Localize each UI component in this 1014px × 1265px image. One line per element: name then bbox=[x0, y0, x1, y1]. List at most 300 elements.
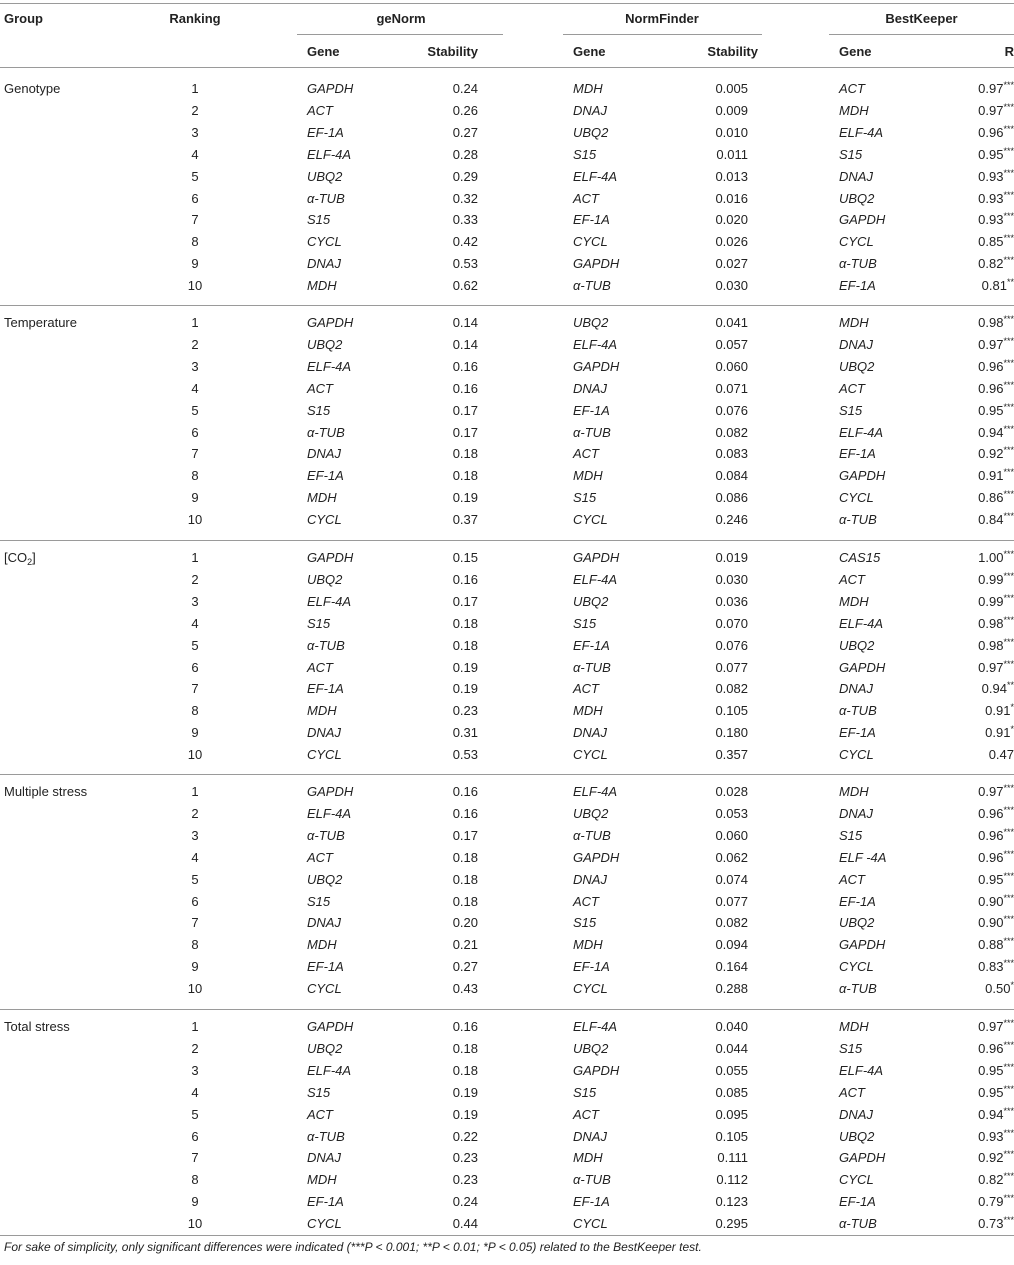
significance-mark: *** bbox=[1003, 615, 1014, 625]
normfinder-stability: 0.074 bbox=[715, 872, 748, 887]
normfinder-stability: 0.082 bbox=[715, 915, 748, 930]
bestkeeper-gene: S15 bbox=[839, 828, 863, 843]
genorm-gene: UBQ2 bbox=[307, 1041, 343, 1056]
bestkeeper-gene: ELF-4A bbox=[839, 425, 884, 440]
table-top-rule bbox=[0, 3, 1014, 4]
genorm-stability: 0.17 bbox=[452, 828, 478, 843]
normfinder-stability: 0.111 bbox=[717, 1150, 748, 1165]
bestkeeper-gene: GAPDH bbox=[839, 212, 886, 227]
rank-cell: 8 bbox=[191, 937, 199, 952]
bestkeeper-gene: CYCL bbox=[839, 490, 874, 505]
bestkeeper-r: 0.88*** bbox=[978, 936, 1014, 952]
rank-cell: 9 bbox=[191, 959, 199, 974]
genorm-stability: 0.14 bbox=[452, 315, 478, 330]
genorm-gene: DNAJ bbox=[307, 915, 341, 930]
genorm-stability: 0.33 bbox=[452, 212, 478, 227]
group-label: Genotype bbox=[4, 81, 61, 96]
rank-cell: 1 bbox=[191, 784, 199, 799]
genorm-gene: GAPDH bbox=[307, 1019, 354, 1034]
significance-mark: *** bbox=[1003, 549, 1014, 559]
bestkeeper-r: 0.97*** bbox=[978, 783, 1014, 799]
bestkeeper-r: 0.97*** bbox=[978, 336, 1014, 352]
normfinder-stability: 0.060 bbox=[715, 359, 748, 374]
bestkeeper-r: 0.47 bbox=[988, 747, 1014, 762]
bestkeeper-gene: DNAJ bbox=[839, 337, 873, 352]
normfinder-stability: 0.028 bbox=[715, 784, 748, 799]
normfinder-gene: S15 bbox=[573, 915, 597, 930]
normfinder-stability: 0.070 bbox=[715, 616, 748, 631]
genorm-stability: 0.21 bbox=[452, 937, 478, 952]
bestkeeper-gene: EF-1A bbox=[839, 1194, 876, 1209]
bestkeeper-r: 0.93*** bbox=[978, 1128, 1014, 1144]
normfinder-gene: GAPDH bbox=[573, 1063, 620, 1078]
genorm-stability: 0.23 bbox=[452, 1172, 478, 1187]
genorm-stability: 0.19 bbox=[452, 660, 478, 675]
bestkeeper-gene: α-TUB bbox=[839, 256, 877, 271]
genorm-stability: 0.16 bbox=[452, 381, 478, 396]
normfinder-gene: ACT bbox=[573, 681, 599, 696]
normfinder-gene: EF-1A bbox=[573, 638, 610, 653]
genorm-gene: S15 bbox=[307, 616, 331, 631]
genorm-stability: 0.16 bbox=[452, 1019, 478, 1034]
normfinder-stability: 0.005 bbox=[715, 81, 748, 96]
significance-mark: *** bbox=[1003, 827, 1014, 837]
normfinder-gene: MDH bbox=[573, 81, 603, 96]
genorm-gene: MDH bbox=[307, 703, 337, 718]
bestkeeper-gene: S15 bbox=[839, 1041, 863, 1056]
genorm-gene: α-TUB bbox=[307, 828, 345, 843]
significance-mark: *** bbox=[1003, 424, 1014, 434]
header-genorm: geNorm bbox=[376, 11, 426, 26]
bestkeeper-gene: UBQ2 bbox=[839, 915, 875, 930]
bestkeeper-r: 0.73*** bbox=[978, 1215, 1014, 1231]
normfinder-gene: ELF-4A bbox=[573, 784, 618, 799]
bestkeeper-gene: UBQ2 bbox=[839, 191, 875, 206]
rank-cell: 9 bbox=[191, 490, 199, 505]
rank-cell: 9 bbox=[191, 256, 199, 271]
genorm-gene: ACT bbox=[307, 103, 333, 118]
group-label: Temperature bbox=[4, 315, 77, 330]
genorm-gene: ELF-4A bbox=[307, 147, 352, 162]
bestkeeper-gene: CYCL bbox=[839, 234, 874, 249]
bestkeeper-r: 0.94** bbox=[981, 680, 1014, 696]
subheader-gene: Gene bbox=[839, 44, 872, 59]
genorm-stability: 0.16 bbox=[452, 784, 478, 799]
group-label: Multiple stress bbox=[4, 784, 88, 799]
normfinder-stability: 0.019 bbox=[715, 550, 748, 565]
significance-mark: *** bbox=[1003, 1171, 1014, 1181]
rank-cell: 10 bbox=[187, 512, 203, 527]
bestkeeper-gene: ACT bbox=[839, 872, 865, 887]
normfinder-gene: CYCL bbox=[573, 234, 608, 249]
bestkeeper-r: 0.92*** bbox=[978, 445, 1014, 461]
bestkeeper-r: 0.90*** bbox=[978, 893, 1014, 909]
bestkeeper-gene: S15 bbox=[839, 147, 863, 162]
significance-mark: *** bbox=[1003, 871, 1014, 881]
normfinder-gene: UBQ2 bbox=[573, 315, 609, 330]
genorm-stability: 0.18 bbox=[452, 616, 478, 631]
rank-cell: 8 bbox=[191, 703, 199, 718]
normfinder-stability: 0.082 bbox=[715, 425, 748, 440]
bestkeeper-r: 0.93*** bbox=[978, 211, 1014, 227]
genorm-stability: 0.19 bbox=[452, 1085, 478, 1100]
genorm-gene: α-TUB bbox=[307, 191, 345, 206]
normfinder-gene: GAPDH bbox=[573, 850, 620, 865]
bestkeeper-gene: UBQ2 bbox=[839, 1129, 875, 1144]
rank-cell: 10 bbox=[187, 981, 203, 996]
section-rule bbox=[0, 305, 1014, 306]
rank-cell: 2 bbox=[191, 572, 199, 587]
bestkeeper-r: 0.96*** bbox=[978, 380, 1014, 396]
bestkeeper-gene: S15 bbox=[839, 403, 863, 418]
bestkeeper-r: 0.95*** bbox=[978, 1062, 1014, 1078]
rank-cell: 7 bbox=[191, 446, 199, 461]
significance-mark: *** bbox=[1003, 445, 1014, 455]
significance-mark: *** bbox=[1003, 358, 1014, 368]
genorm-stability: 0.18 bbox=[452, 872, 478, 887]
normfinder-gene: ELF-4A bbox=[573, 169, 618, 184]
rank-cell: 10 bbox=[187, 278, 203, 293]
bestkeeper-r: 0.83*** bbox=[978, 958, 1014, 974]
genorm-gene: CYCL bbox=[307, 981, 342, 996]
genorm-gene: S15 bbox=[307, 1085, 331, 1100]
significance-mark: * bbox=[1010, 724, 1014, 734]
genorm-gene: DNAJ bbox=[307, 1150, 341, 1165]
normfinder-gene: UBQ2 bbox=[573, 125, 609, 140]
significance-mark: *** bbox=[1003, 1084, 1014, 1094]
rank-cell: 3 bbox=[191, 828, 199, 843]
genorm-stability: 0.15 bbox=[452, 550, 478, 565]
bestkeeper-r: 0.98*** bbox=[978, 314, 1014, 330]
normfinder-stability: 0.041 bbox=[715, 315, 748, 330]
significance-mark: *** bbox=[1003, 80, 1014, 90]
significance-mark: *** bbox=[1003, 336, 1014, 346]
bestkeeper-gene: GAPDH bbox=[839, 468, 886, 483]
genorm-gene: α-TUB bbox=[307, 638, 345, 653]
significance-mark: *** bbox=[1003, 102, 1014, 112]
significance-mark: *** bbox=[1003, 1193, 1014, 1203]
genorm-stability: 0.16 bbox=[452, 806, 478, 821]
bestkeeper-gene: CYCL bbox=[839, 959, 874, 974]
genorm-gene: DNAJ bbox=[307, 446, 341, 461]
bestkeeper-gene: α-TUB bbox=[839, 1216, 877, 1231]
normfinder-stability: 0.010 bbox=[715, 125, 748, 140]
bestkeeper-r: 0.81** bbox=[981, 277, 1014, 293]
normfinder-gene: ACT bbox=[573, 1107, 599, 1122]
normfinder-stability: 0.009 bbox=[715, 103, 748, 118]
rank-cell: 9 bbox=[191, 1194, 199, 1209]
normfinder-stability: 0.112 bbox=[716, 1172, 748, 1187]
genorm-stability: 0.22 bbox=[452, 1129, 478, 1144]
rank-cell: 2 bbox=[191, 337, 199, 352]
subheader-stability: Stability bbox=[707, 44, 758, 59]
rank-cell: 5 bbox=[191, 638, 199, 653]
normfinder-stability: 0.105 bbox=[715, 703, 748, 718]
bestkeeper-r: 0.97*** bbox=[978, 659, 1014, 675]
genorm-stability: 0.23 bbox=[452, 703, 478, 718]
genorm-stability: 0.27 bbox=[452, 959, 478, 974]
genorm-stability: 0.26 bbox=[452, 103, 478, 118]
normfinder-stability: 0.055 bbox=[715, 1063, 748, 1078]
genorm-stability: 0.44 bbox=[452, 1216, 478, 1231]
genorm-stability: 0.28 bbox=[452, 147, 478, 162]
rank-cell: 2 bbox=[191, 1041, 199, 1056]
rank-cell: 3 bbox=[191, 125, 199, 140]
significance-mark: *** bbox=[1003, 637, 1014, 647]
bestkeeper-r: 0.99*** bbox=[978, 571, 1014, 587]
normfinder-stability: 0.246 bbox=[715, 512, 748, 527]
normfinder-stability: 0.030 bbox=[715, 278, 748, 293]
genorm-gene: EF-1A bbox=[307, 959, 344, 974]
rank-cell: 5 bbox=[191, 872, 199, 887]
rank-cell: 8 bbox=[191, 1172, 199, 1187]
bestkeeper-r: 0.50* bbox=[985, 980, 1014, 996]
normfinder-rule bbox=[563, 34, 762, 35]
normfinder-stability: 0.040 bbox=[715, 1019, 748, 1034]
normfinder-stability: 0.123 bbox=[715, 1194, 748, 1209]
rank-cell: 10 bbox=[187, 747, 203, 762]
genorm-gene: UBQ2 bbox=[307, 872, 343, 887]
rank-cell: 4 bbox=[191, 850, 199, 865]
normfinder-stability: 0.013 bbox=[715, 169, 748, 184]
normfinder-stability: 0.084 bbox=[715, 468, 748, 483]
normfinder-gene: ACT bbox=[573, 894, 599, 909]
normfinder-stability: 0.086 bbox=[715, 490, 748, 505]
normfinder-gene: CYCL bbox=[573, 981, 608, 996]
rank-cell: 3 bbox=[191, 1063, 199, 1078]
normfinder-stability: 0.044 bbox=[715, 1041, 748, 1056]
significance-mark: *** bbox=[1003, 893, 1014, 903]
rank-cell: 8 bbox=[191, 234, 199, 249]
genorm-gene: ELF-4A bbox=[307, 806, 352, 821]
genorm-gene: EF-1A bbox=[307, 1194, 344, 1209]
genorm-gene: ELF-4A bbox=[307, 594, 352, 609]
rank-cell: 1 bbox=[191, 1019, 199, 1034]
header-bestkeeper: BestKeeper bbox=[885, 11, 958, 26]
genorm-stability: 0.19 bbox=[452, 1107, 478, 1122]
genorm-stability: 0.17 bbox=[452, 403, 478, 418]
significance-mark: ** bbox=[1006, 277, 1014, 287]
genorm-gene: EF-1A bbox=[307, 681, 344, 696]
genorm-stability: 0.16 bbox=[452, 572, 478, 587]
genorm-gene: ELF-4A bbox=[307, 359, 352, 374]
normfinder-gene: DNAJ bbox=[573, 725, 607, 740]
rank-cell: 7 bbox=[191, 1150, 199, 1165]
bestkeeper-gene: ELF-4A bbox=[839, 1063, 884, 1078]
bestkeeper-r: 0.96*** bbox=[978, 805, 1014, 821]
significance-mark: *** bbox=[1003, 211, 1014, 221]
genorm-stability: 0.43 bbox=[452, 981, 478, 996]
normfinder-gene: GAPDH bbox=[573, 256, 620, 271]
bestkeeper-gene: EF-1A bbox=[839, 894, 876, 909]
normfinder-stability: 0.295 bbox=[715, 1216, 748, 1231]
bestkeeper-gene: ACT bbox=[839, 572, 865, 587]
rank-cell: 4 bbox=[191, 381, 199, 396]
rank-cell: 3 bbox=[191, 594, 199, 609]
bestkeeper-gene: MDH bbox=[839, 103, 869, 118]
normfinder-gene: S15 bbox=[573, 147, 597, 162]
bestkeeper-r: 0.93*** bbox=[978, 190, 1014, 206]
significance-mark: *** bbox=[1003, 124, 1014, 134]
section-rule bbox=[0, 774, 1014, 775]
table-bottom-rule bbox=[0, 1235, 1014, 1236]
genorm-gene: MDH bbox=[307, 1172, 337, 1187]
rank-cell: 4 bbox=[191, 1085, 199, 1100]
genorm-stability: 0.23 bbox=[452, 1150, 478, 1165]
bestkeeper-gene: DNAJ bbox=[839, 806, 873, 821]
subheader-gene: Gene bbox=[573, 44, 606, 59]
normfinder-stability: 0.026 bbox=[715, 234, 748, 249]
normfinder-gene: S15 bbox=[573, 490, 597, 505]
genorm-gene: S15 bbox=[307, 403, 331, 418]
bestkeeper-r: 0.97*** bbox=[978, 1018, 1014, 1034]
significance-mark: *** bbox=[1003, 314, 1014, 324]
normfinder-stability: 0.030 bbox=[715, 572, 748, 587]
genorm-gene: DNAJ bbox=[307, 256, 341, 271]
genorm-stability: 0.24 bbox=[452, 81, 478, 96]
genorm-gene: ACT bbox=[307, 660, 333, 675]
normfinder-gene: DNAJ bbox=[573, 103, 607, 118]
bestkeeper-gene: MDH bbox=[839, 594, 869, 609]
normfinder-gene: ACT bbox=[573, 446, 599, 461]
subheader-gene: Gene bbox=[307, 44, 340, 59]
bestkeeper-r: 0.96*** bbox=[978, 827, 1014, 843]
bestkeeper-gene: MDH bbox=[839, 1019, 869, 1034]
bestkeeper-r: 0.86*** bbox=[978, 489, 1014, 505]
genorm-gene: α-TUB bbox=[307, 1129, 345, 1144]
bestkeeper-r: 0.97*** bbox=[978, 102, 1014, 118]
bestkeeper-r: 0.95*** bbox=[978, 871, 1014, 887]
significance-mark: *** bbox=[1003, 593, 1014, 603]
rank-cell: 7 bbox=[191, 212, 199, 227]
significance-mark: *** bbox=[1003, 1018, 1014, 1028]
section-rule bbox=[0, 540, 1014, 541]
genorm-stability: 0.17 bbox=[452, 425, 478, 440]
subheader-stability: Stability bbox=[427, 44, 478, 59]
normfinder-gene: EF-1A bbox=[573, 1194, 610, 1209]
bestkeeper-r: 0.96*** bbox=[978, 358, 1014, 374]
genorm-gene: ACT bbox=[307, 850, 333, 865]
genorm-gene: CYCL bbox=[307, 234, 342, 249]
rank-cell: 2 bbox=[191, 806, 199, 821]
rank-cell: 1 bbox=[191, 550, 199, 565]
normfinder-stability: 0.053 bbox=[715, 806, 748, 821]
rank-cell: 5 bbox=[191, 169, 199, 184]
genorm-gene: UBQ2 bbox=[307, 572, 343, 587]
normfinder-gene: ELF-4A bbox=[573, 572, 618, 587]
bestkeeper-r: 0.85*** bbox=[978, 233, 1014, 249]
header-ranking: Ranking bbox=[169, 11, 221, 26]
normfinder-gene: EF-1A bbox=[573, 212, 610, 227]
bestkeeper-r: 0.98*** bbox=[978, 615, 1014, 631]
normfinder-gene: MDH bbox=[573, 1150, 603, 1165]
normfinder-gene: α-TUB bbox=[573, 425, 611, 440]
bestkeeper-gene: MDH bbox=[839, 784, 869, 799]
bestkeeper-gene: DNAJ bbox=[839, 169, 873, 184]
rank-cell: 6 bbox=[191, 660, 199, 675]
significance-mark: *** bbox=[1003, 511, 1014, 521]
genorm-gene: GAPDH bbox=[307, 315, 354, 330]
normfinder-gene: UBQ2 bbox=[573, 1041, 609, 1056]
genorm-stability: 0.17 bbox=[452, 594, 478, 609]
genorm-stability: 0.27 bbox=[452, 125, 478, 140]
normfinder-gene: ACT bbox=[573, 191, 599, 206]
bestkeeper-r: 0.98*** bbox=[978, 637, 1014, 653]
normfinder-gene: CYCL bbox=[573, 512, 608, 527]
genorm-gene: GAPDH bbox=[307, 550, 354, 565]
normfinder-stability: 0.180 bbox=[715, 725, 748, 740]
rank-cell: 5 bbox=[191, 1107, 199, 1122]
normfinder-gene: ELF-4A bbox=[573, 337, 618, 352]
bestkeeper-gene: UBQ2 bbox=[839, 638, 875, 653]
genorm-gene: MDH bbox=[307, 490, 337, 505]
normfinder-gene: MDH bbox=[573, 468, 603, 483]
genorm-stability: 0.19 bbox=[452, 681, 478, 696]
rank-cell: 9 bbox=[191, 725, 199, 740]
significance-mark: *** bbox=[1003, 489, 1014, 499]
genorm-gene: CYCL bbox=[307, 747, 342, 762]
genorm-gene: UBQ2 bbox=[307, 337, 343, 352]
bestkeeper-r: 0.94*** bbox=[978, 1106, 1014, 1122]
genorm-stability: 0.32 bbox=[452, 191, 478, 206]
genorm-stability: 0.31 bbox=[452, 725, 478, 740]
rank-cell: 6 bbox=[191, 1129, 199, 1144]
normfinder-gene: DNAJ bbox=[573, 381, 607, 396]
genorm-gene: ACT bbox=[307, 381, 333, 396]
significance-mark: *** bbox=[1003, 1128, 1014, 1138]
genorm-gene: α-TUB bbox=[307, 425, 345, 440]
significance-mark: *** bbox=[1003, 255, 1014, 265]
bestkeeper-r: 0.95*** bbox=[978, 146, 1014, 162]
genorm-gene: EF-1A bbox=[307, 468, 344, 483]
genorm-stability: 0.19 bbox=[452, 490, 478, 505]
bestkeeper-r: 0.94*** bbox=[978, 424, 1014, 440]
normfinder-stability: 0.077 bbox=[715, 660, 748, 675]
significance-mark: *** bbox=[1003, 958, 1014, 968]
bestkeeper-r: 0.82*** bbox=[978, 255, 1014, 271]
normfinder-gene: GAPDH bbox=[573, 550, 620, 565]
table-footnote: For sake of simplicity, only significant differences were indicated (***P < 0.001; **P < 0.01; *P < 0.05) related to the BestKeeper test. bbox=[4, 1240, 702, 1254]
bestkeeper-gene: EF-1A bbox=[839, 278, 876, 293]
bestkeeper-r: 0.79*** bbox=[978, 1193, 1014, 1209]
bestkeeper-gene: EF-1A bbox=[839, 446, 876, 461]
bestkeeper-gene: GAPDH bbox=[839, 1150, 886, 1165]
rank-cell: 5 bbox=[191, 403, 199, 418]
genorm-gene: ELF-4A bbox=[307, 1063, 352, 1078]
normfinder-stability: 0.062 bbox=[715, 850, 748, 865]
rank-cell: 3 bbox=[191, 359, 199, 374]
significance-mark: *** bbox=[1003, 1040, 1014, 1050]
significance-mark: ** bbox=[1006, 680, 1014, 690]
genorm-rule bbox=[297, 34, 503, 35]
normfinder-gene: ELF-4A bbox=[573, 1019, 618, 1034]
bestkeeper-gene: ELF -4A bbox=[839, 850, 887, 865]
normfinder-gene: EF-1A bbox=[573, 403, 610, 418]
genorm-stability: 0.29 bbox=[452, 169, 478, 184]
normfinder-stability: 0.076 bbox=[715, 403, 748, 418]
bestkeeper-gene: ACT bbox=[839, 1085, 865, 1100]
normfinder-gene: MDH bbox=[573, 937, 603, 952]
genorm-gene: GAPDH bbox=[307, 81, 354, 96]
significance-mark: *** bbox=[1003, 1106, 1014, 1116]
subheader-r: R bbox=[1004, 44, 1014, 59]
bestkeeper-gene: α-TUB bbox=[839, 703, 877, 718]
normfinder-stability: 0.105 bbox=[715, 1129, 748, 1144]
significance-mark: *** bbox=[1003, 146, 1014, 156]
bestkeeper-r: 0.90*** bbox=[978, 914, 1014, 930]
significance-mark: *** bbox=[1003, 805, 1014, 815]
significance-mark: *** bbox=[1003, 1149, 1014, 1159]
